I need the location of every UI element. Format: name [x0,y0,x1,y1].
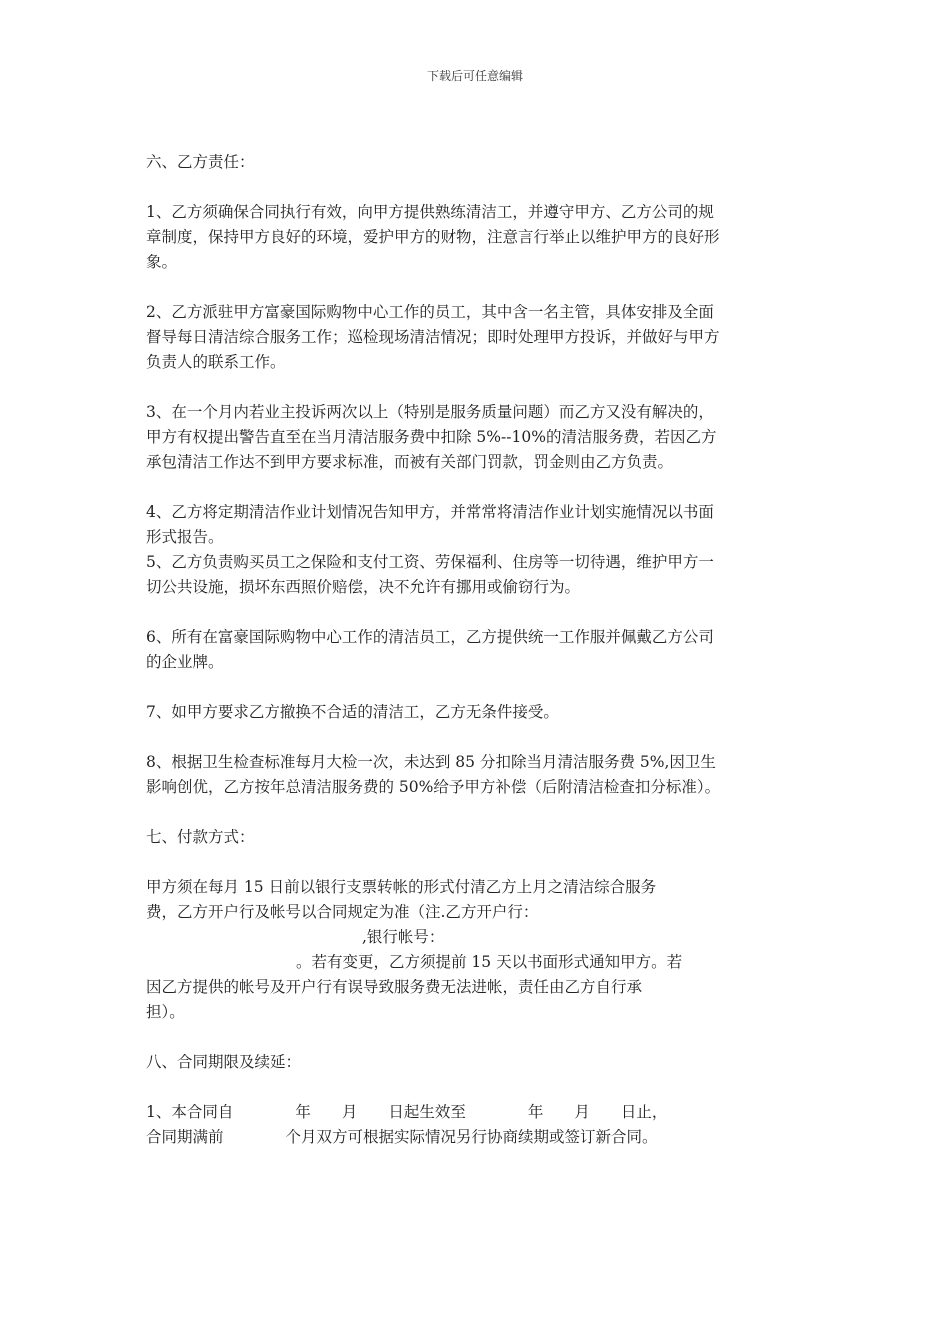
section-8-title: 八、合同期限及续延： [146,1053,302,1071]
clause-6-6: 6、所有在富豪国际购物中心工作的清洁员工，乙方提供统一工作服并佩戴乙方公司的企业牌。 [146,628,714,671]
clause-6-5: 5、乙方负责购买员工之保险和支付工资、劳保福利、住房等一切待遇，维护甲方一切公共设施，损坏东西照价赔偿，决不允许有挪用或偷窃行为。 [146,553,714,596]
clause-6-8: 8、根据卫生检查标准每月大检一次，未达到 85 分扣除当月清洁服务费 5%,因卫生影响创优，乙方按年总清洁服务费的 50%给予甲方补偿（后附清洁检查扣分标准）。 [146,753,721,796]
payment-line-3: ,银行帐号： [362,928,445,946]
payment-line-5: 因乙方提供的帐号及开户行有误导致服务费无法进帐，责任由乙方自行承 [146,978,643,996]
clause-6-4: 4、乙方将定期清洁作业计划情况告知甲方，并常常将清洁作业计划实施情况以书面形式报告。 [146,503,714,546]
payment-line-6: 担）。 [146,1003,185,1021]
term-line-2: 合同期满前 个月双方可根据实际情况另行协商续期或签订新合同。 [146,1128,658,1146]
clause-6-3: 3、在一个月内若业主投诉两次以上（特别是服务质量问题）而乙方又没有解决的，甲方有权提出警告直至在当月清洁服务费中扣除 5%--10%的清洁服务费，若因乙方承包清洁工作达不到甲方要求标准，而被有关部门罚款，罚金则由乙方负责。 [146,403,717,471]
payment-line-2: 费，乙方开户行及帐号以合同规定为准（注.乙方开户行： [146,903,539,921]
clause-6-7: 7、如甲方要求乙方撤换不合适的清洁工，乙方无条件接受。 [146,703,559,721]
section-7-title: 七、付款方式： [146,828,255,846]
document-body [146,150,726,1150]
payment-line-1: 甲方须在每月 15 日前以银行支票转帐的形式付清乙方上月之清洁综合服务 [146,878,657,896]
term-line-1: 1、本合同自 年 月 日起生效至 年 月 日止， [146,1103,668,1121]
section-6-title: 六、乙方责任： [146,153,255,171]
header-note: 下载后可任意编辑 [426,69,523,83]
clause-6-2: 2、乙方派驻甲方富豪国际购物中心工作的员工，其中含一名主管，具体安排及全面督导每日清洁综合服务工作；巡检现场清洁情况；即时处理甲方投诉，并做好与甲方负责人的联系工作。 [146,303,720,371]
payment-line-4: 。若有变更，乙方须提前 15 天以书面形式通知甲方。若 [296,953,683,971]
clause-6-1: 1、乙方须确保合同执行有效，向甲方提供熟练清洁工，并遵守甲方、乙方公司的规章制度，保持甲方良好的环境，爱护甲方的财物，注意言行举止以维护甲方的良好形象。 [146,203,720,271]
